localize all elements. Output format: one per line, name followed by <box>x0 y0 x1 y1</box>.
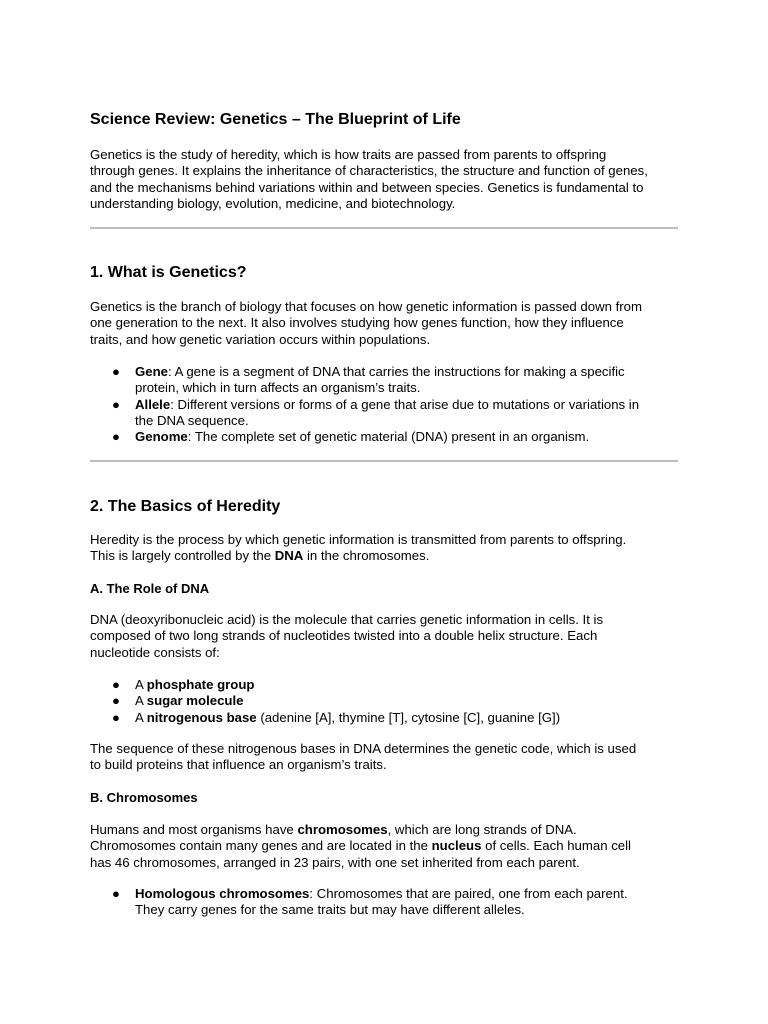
section2-paragraph <box>90 532 680 565</box>
term-definition-continued: They carry genes for the same traits but may have different alleles. <box>135 902 525 918</box>
section1-paragraph <box>90 299 680 348</box>
text-line: to build proteins that influence an organism’s traits. <box>90 757 387 773</box>
subheading-chromosomes: B. Chromosomes <box>90 790 198 805</box>
genetic-code-paragraph <box>90 741 680 774</box>
term-definition-continued: protein, which in turn affects an organism’s traits. <box>135 380 421 396</box>
bullet-icon: ● <box>112 693 120 709</box>
subheading-role-of-dna: A. The Role of DNA <box>90 581 210 596</box>
bullet-icon: ● <box>112 364 120 379</box>
text-line: nucleotide consists of: <box>90 644 220 660</box>
text-line: has 46 chromosomes, arranged in 23 pairs, with one set inherited from each parent. <box>90 854 580 870</box>
term-definition: : Different versions or forms of a gene that arise due to mutations or variations in <box>170 396 640 412</box>
text-line: This is largely controlled by the DNA in the chromosomes. <box>90 548 430 564</box>
text-line: and the mechanisms behind variations within and between species. Genetics is fundamental to <box>90 179 644 195</box>
term-label: Genome <box>135 429 188 445</box>
term-label: Gene <box>135 364 168 379</box>
bullet-icon: ● <box>112 429 120 445</box>
bold-term: phosphate group <box>146 677 255 692</box>
text-line: Genetics is the branch of biology that focuses on how genetic information is passed down from <box>90 299 642 314</box>
bold-term: chromosomes <box>297 822 388 837</box>
bold-term: nucleus <box>431 838 482 854</box>
chromosomes-paragraph <box>90 822 680 871</box>
term-definition-continued: the DNA sequence. <box>135 412 249 428</box>
text-line: one generation to the next. It also involves studying how genes function, how they influence <box>90 315 624 331</box>
list-item-allele <box>90 397 680 430</box>
list-item-genome <box>90 429 680 445</box>
section-heading-what-is-genetics: 1. What is Genetics? <box>90 264 247 281</box>
dna-paragraph <box>90 612 680 661</box>
list-item-gene <box>90 364 680 397</box>
list-item-homologous-chromosomes <box>90 886 680 919</box>
term-label: Homologous chromosomes <box>135 886 310 901</box>
bold-term: nitrogenous base <box>146 709 257 725</box>
text-line: traits, and how genetic variation occurs within populations. <box>90 331 431 347</box>
term-definition: : A gene is a segment of DNA that carries the instructions for making a specific <box>167 364 625 379</box>
text-line: composed of two long strands of nucleotides twisted into a double helix structure. Each <box>90 628 598 644</box>
text-line: Heredity is the process by which genetic information is transmitted from parents to offspring. <box>90 532 627 547</box>
term-definition: : Chromosomes that are paired, one from each parent. <box>309 886 628 901</box>
text-line: understanding biology, evolution, medicine, and biotechnology. <box>90 195 456 211</box>
bold-term: sugar molecule <box>146 693 244 709</box>
nucleotide-components-list <box>90 677 680 726</box>
list-item-phosphate-group: ● A phosphate group <box>112 677 255 692</box>
text-line: Chromosomes contain many genes and are located in the nucleus of cells. Each human cell <box>90 838 631 854</box>
section-heading-basics-of-heredity: 2. The Basics of Heredity <box>90 498 281 515</box>
bullet-icon: ● <box>112 886 120 901</box>
text-line: The sequence of these nitrogenous bases in DNA determines the genetic code, which is used <box>90 741 637 756</box>
bullet-icon: ● <box>112 709 120 725</box>
page-title: Science Review: Genetics – The Blueprint of Life <box>90 111 461 128</box>
list-item-nitrogenous-base: ● A nitrogenous base (adenine [A], thymine [T], cytosine [C], guanine [G]) <box>112 709 561 725</box>
horizontal-divider <box>90 460 678 462</box>
text-line: through genes. It explains the inheritance of characteristics, the structure and function of genes, <box>90 163 648 179</box>
chromosome-terms-list <box>90 886 680 919</box>
bullet-icon: ● <box>112 396 120 412</box>
bullet-icon: ● <box>112 677 120 692</box>
list-item-sugar-molecule: ● A sugar molecule <box>112 693 244 709</box>
term-definition: : The complete set of genetic material (DNA) present in an organism. <box>187 429 590 445</box>
term-label: Allele <box>135 396 171 412</box>
text-line: Humans and most organisms have chromosomes, which are long strands of DNA. <box>90 822 577 837</box>
horizontal-divider <box>90 227 678 229</box>
intro-paragraph <box>90 147 680 212</box>
genetics-terms-list <box>90 364 680 445</box>
text-line: DNA (deoxyribonucleic acid) is the molecule that carries genetic information in cells. It is <box>90 612 604 627</box>
text-line: Genetics is the study of heredity, which is how traits are passed from parents to offspring <box>90 147 607 162</box>
bold-term: DNA <box>274 548 304 564</box>
